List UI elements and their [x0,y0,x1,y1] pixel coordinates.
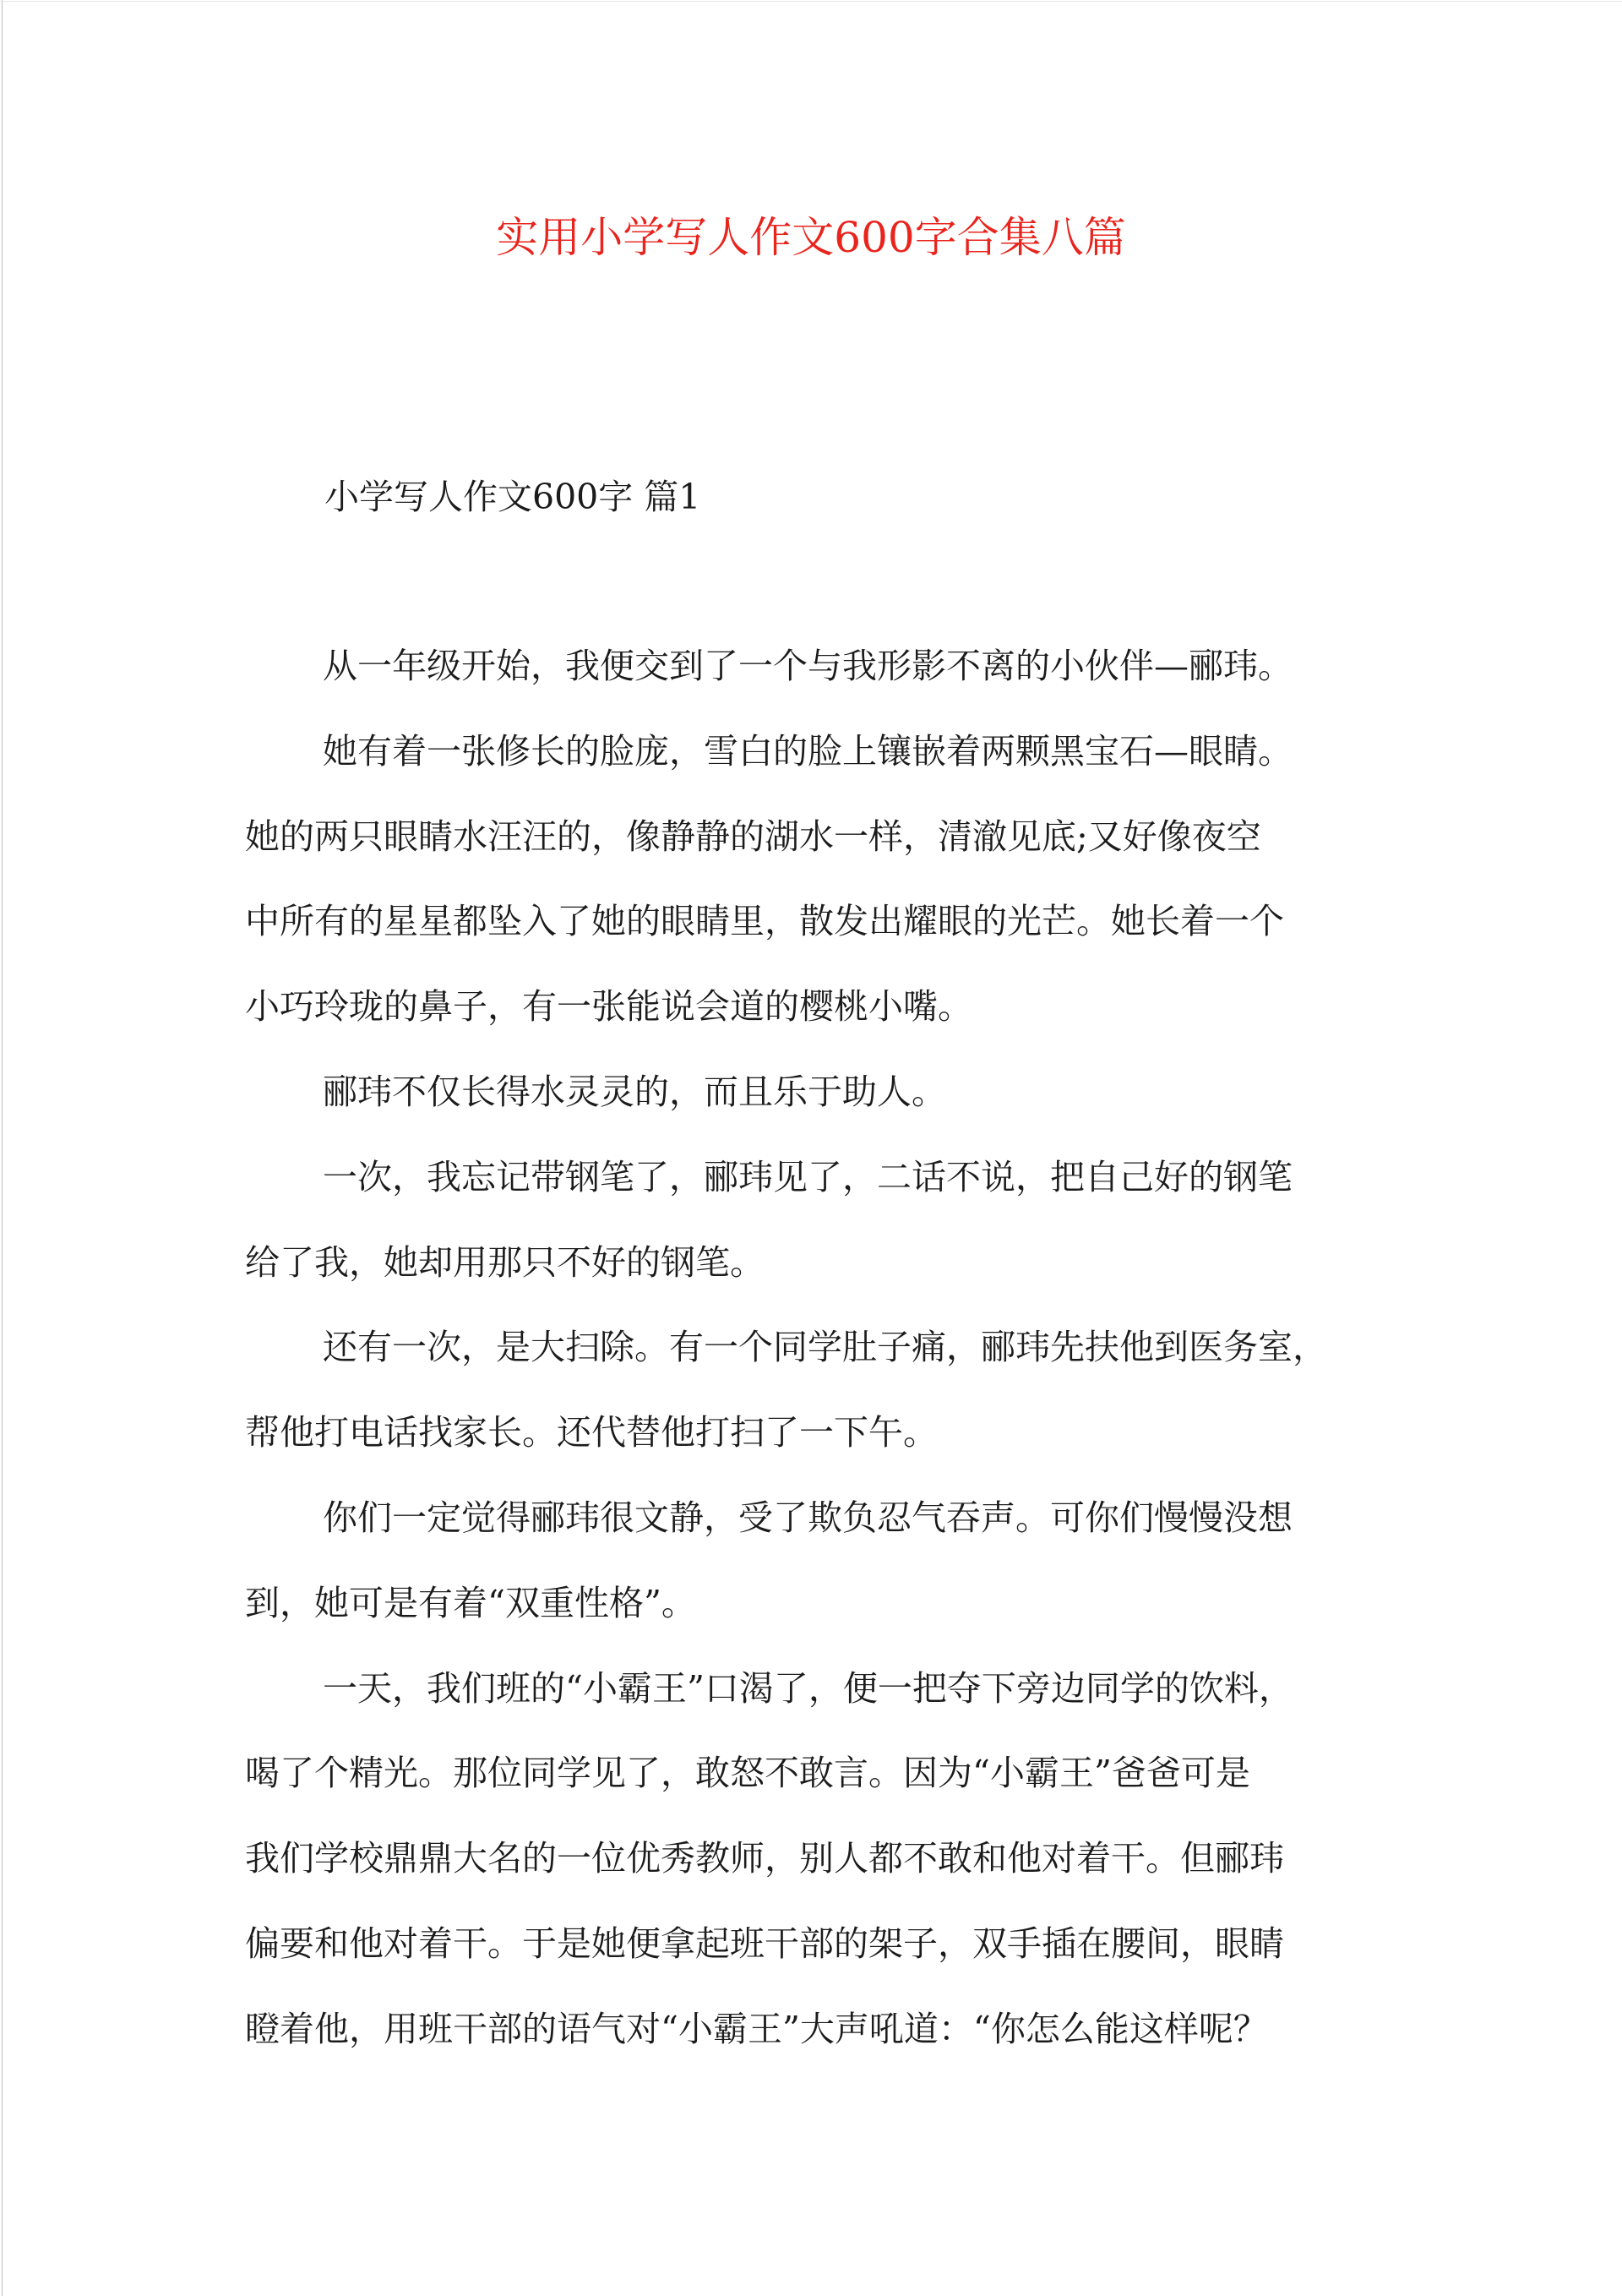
text-line: 给了我，她却用那只不好的钢笔。 [245,1241,765,1283]
document-body [245,632,1411,2081]
text-line: 我们学校鼎鼎大名的一位优秀教师，别人都不敢和他对着干。但郦玮 [245,1838,1284,1879]
paragraph [245,1058,1411,1143]
text-line: 帮他打电话找家长。还代替他打扫了一下午。 [245,1412,938,1453]
paragraph [245,1484,1411,1655]
text-line: 到，她可是有着“双重性格”。 [245,1582,696,1623]
paragraph [245,1313,1411,1484]
text-line: 一次，我忘记带钢笔了，郦玮见了，二话不说，把自己好的钢笔 [323,1156,1293,1197]
paragraph [245,1655,1411,2081]
paragraph [245,632,1411,717]
text-line: 郦玮不仅长得水灵灵的，而且乐于助人。 [323,1071,946,1112]
text-line: 她有着一张修长的脸庞，雪白的脸上镶嵌着两颗黑宝石—眼睛。 [323,730,1293,772]
page-edge-top [0,1,1622,2]
page-edge [2,0,3,2296]
paragraph [245,717,1411,1058]
text-line: 小巧玲珑的鼻子，有一张能说会道的樱桃小嘴。 [245,986,972,1028]
text-line: 她的两只眼睛水汪汪的，像静静的湖水一样，清澈见底;又好像夜空 [245,815,1261,857]
text-line: 从一年级开始，我便交到了一个与我形影不离的小伙伴—郦玮。 [323,646,1293,686]
paragraph [245,1143,1411,1314]
text-line: 你们一定觉得郦玮很文静，受了欺负忍气吞声。可你们慢慢没想 [323,1497,1293,1538]
text-line: 瞪着他，用班干部的语气对“小霸王”大声吼道：“你怎么能这样呢？ [245,2008,1268,2049]
text-line: 一天，我们班的“小霸王”口渴了，便一把夺下旁边同学的饮料， [323,1667,1293,1709]
text-line: 偏要和他对着干。于是她便拿起班干部的架子，双手插在腰间，眼睛 [245,1922,1284,1964]
section-heading: 小学写人作文600字 篇1 [324,477,701,517]
document-title: 实用小学写人作文600字合集八篇 [496,213,1126,262]
text-line: 还有一次，是大扫除。有一个同学肚子痛，郦玮先扶他到医务室， [323,1327,1327,1368]
text-line: 喝了个精光。那位同学见了，敢怒不敢言。因为“小霸王”爸爸可是 [245,1753,1250,1794]
text-line: 中所有的星星都坠入了她的眼睛里，散发出耀眼的光芒。她长着一个 [245,901,1284,942]
